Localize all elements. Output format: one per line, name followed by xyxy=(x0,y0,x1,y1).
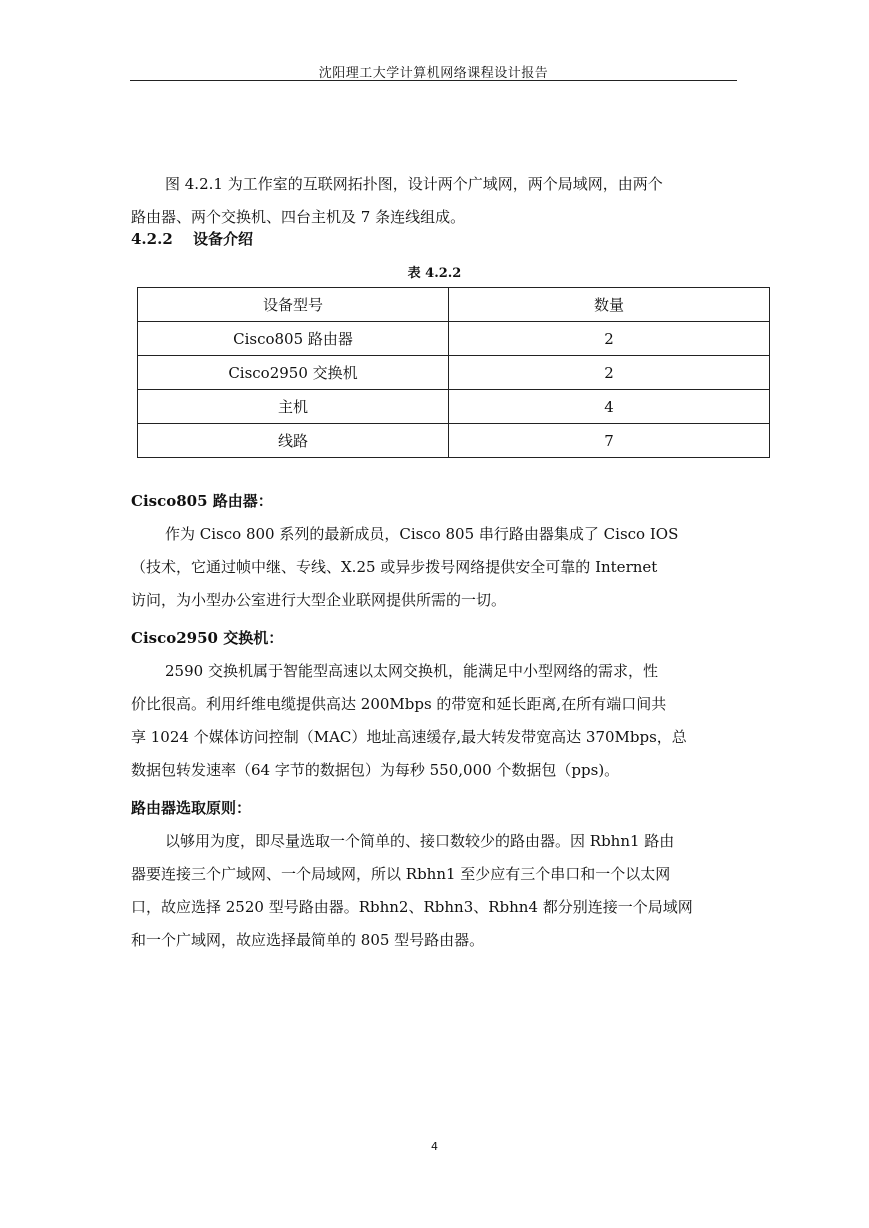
section-title: 设备介绍 xyxy=(193,230,254,248)
table-cell: 7 xyxy=(449,424,770,458)
column-header-quantity: 数量 xyxy=(449,288,770,322)
section-number: 4.2.2 xyxy=(131,230,173,248)
text-line: （技术，它通过帧中继、专线、X.25 或异步拨号网络提供安全可靠的 Internet xyxy=(131,558,658,576)
intro-paragraph xyxy=(131,168,738,234)
table-cell: 主机 xyxy=(138,390,449,424)
text-line: 2590 交换机属于智能型高速以太网交换机，能满足中小型网络的需求，性 xyxy=(165,662,658,680)
switch-heading: Cisco2950 交换机： xyxy=(131,629,284,647)
text-line: 作为 Cisco 800 系列的最新成员，Cisco 805 串行路由器集成了 Cisco IOS xyxy=(165,525,679,543)
table-cell: 2 xyxy=(449,356,770,390)
table-cell: 2 xyxy=(449,322,770,356)
text-line: 路由器、两个交换机、四台主机及 7 条连线组成。 xyxy=(131,208,466,226)
text-line: 数据包转发速率（64 字节的数据包）为每秒 550,000 个数据包（pps)。 xyxy=(131,761,620,779)
text-line: 口，故应选择 2520 型号路由器。Rbhn2、Rbhn3、Rbhn4 都分别连接一个局域网 xyxy=(131,898,693,916)
table-cell: 4 xyxy=(449,390,770,424)
router-heading: Cisco805 路由器： xyxy=(131,492,273,510)
text-line: 享 1024 个媒体访问控制（MAC）地址高速缓存,最大转发带宽高达 370Mbps，总 xyxy=(131,728,687,746)
text-line: 器要连接三个广域网、一个局域网，所以 Rbhn1 至少应有三个串口和一个以太网 xyxy=(131,865,671,883)
table-cell: Cisco805 路由器 xyxy=(138,322,449,356)
router-paragraph xyxy=(131,518,738,617)
principle-paragraph xyxy=(131,825,738,957)
text-line: 和一个广域网，故应选择最简单的 805 型号路由器。 xyxy=(131,931,485,949)
table-caption: 表 4.2.2 xyxy=(407,266,462,281)
section-heading xyxy=(131,228,253,249)
page-header: 沈阳理工大学计算机网络课程设计报告 xyxy=(318,66,549,81)
text-line: 访问，为小型办公室进行大型企业联网提供所需的一切。 xyxy=(131,591,507,609)
page-number: 4 xyxy=(431,1140,438,1153)
column-header-model: 设备型号 xyxy=(138,288,449,322)
switch-paragraph xyxy=(131,655,738,787)
principle-heading: 路由器选取原则： xyxy=(131,799,252,817)
text-line: 价比很高。利用纤维电缆提供高达 200Mbps 的带宽和延长距离,在所有端口间共 xyxy=(131,695,667,713)
table-row xyxy=(138,424,770,458)
device-table xyxy=(137,287,770,458)
text-line: 以够用为度，即尽量选取一个简单的、接口数较少的路由器。因 Rbhn1 路由 xyxy=(165,832,675,850)
table-row xyxy=(138,322,770,356)
table-cell: Cisco2950 交换机 xyxy=(138,356,449,390)
table-cell: 线路 xyxy=(138,424,449,458)
table-header-row xyxy=(138,288,770,322)
header-rule xyxy=(130,80,737,81)
text-line: 图 4.2.1 为工作室的互联网拓扑图，设计两个广域网，两个局域网，由两个 xyxy=(165,175,663,193)
table-row xyxy=(138,390,770,424)
table-row xyxy=(138,356,770,390)
